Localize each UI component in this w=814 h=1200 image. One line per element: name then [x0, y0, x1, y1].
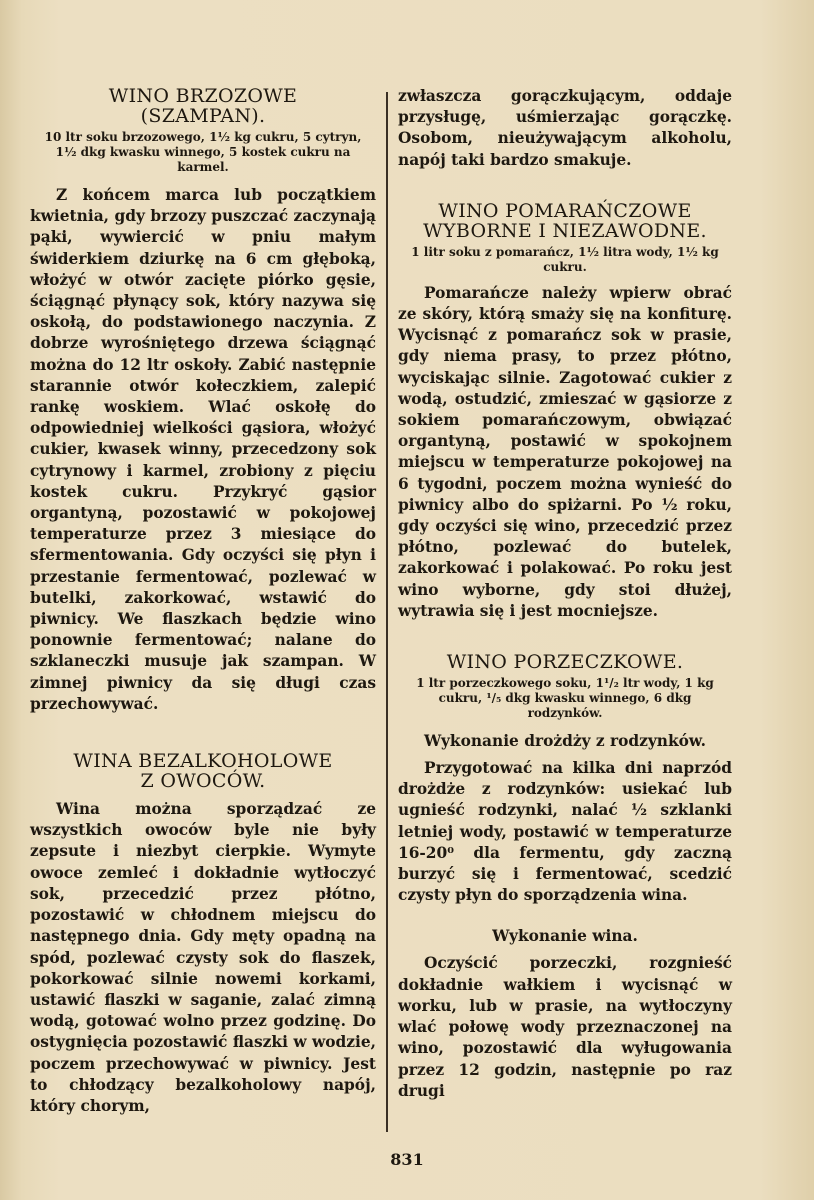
ingredients-wino-brzozowe: 10 ltr soku brzozowego, 1½ kg cukru, 5 cytryn, 1½ dkg kwasku winnego, 5 kostek cukru na karmel.: [44, 130, 362, 174]
paragraph-drozdze: Przygotować na kilka dni naprzód drożdże z rodzynków: usiekać lub ugnieść rodzynki, nalać ½ szklanki letniej wody, postawić w temperaturze 16-20⁰ dla fermentu, gdy zaczną burzyć się i fermentować, scedzić czysty płyn do sporządzenia wina.: [398, 759, 732, 905]
right-column: [398, 86, 732, 1102]
heading-line-1: WINA BEZALKOHOLOWE: [73, 750, 333, 773]
heading-wina-bezalkoholowe: [30, 751, 376, 791]
paragraph-wina-bezalkoholowe: Wina można sporządzać ze wszystkich owoców byle nie były zepsute i niezbyt cierpkie. Wymyte owoce zemleć i dokładnie wytłoczyć sok, przecedzić przez płótno, pozostawić w chłodnem miejscu do następnego dnia. Gdy męty opadną na spód, pozlewać czysty sok do flaszek, pokorkować silnie nowemi korkami, ustawić flaszki w saganie, zalać zimną wodą, gotować wolno przez godzinę. Do ostygnięcia pozostawić flaszki w wodzie, poczem przechowywać w piwnicy. Jest to chłodzący bezalkoholowy napój, który chorym,: [30, 800, 376, 1115]
ingredients-wino-pomaranczowe: 1 litr soku z pomarańcz, 1½ litra wody, 1½ kg cukru.: [411, 244, 719, 274]
paragraph-wino-pomaranczowe: Pomarańcze należy wpierw obrać ze skóry, którą smaży się na konfiturę. Wycisnąć z pomarańcz sok w prasie, gdy niema prasy, to przez płótno, wyciskając silnie. Zagotować cukier z wodą, ostudzić, zmieszać w gąsiorze z sokiem pomarańczowym, obwiązać organtyną, postawić w spokojnem miejscu w temperaturze pokojowej na 6 tygodni, poczem można wynieść do piwnicy albo do spiżarni. Po ½ roku, gdy oczyści się wino, przecedzić przez płótno, pozlewać do butelek, zakorkować i polakować. Po roku jest wino wyborne, gdy stoi dłużej, wytrawia się i jest mocniejsze.: [398, 283, 732, 620]
ingredients-wino-porzeczkowe: 1 ltr porzeczkowego soku, 1¹/₂ ltr wody, 1 kg cukru, ¹/₅ dkg kwasku winnego, 6 dkg rodzynków.: [416, 676, 714, 721]
paragraph-wykonanie-wina: Oczyścić porzeczki, rozgnieść dokładnie wałkiem i wycisnąć w worku, lub w prasie, na wytłoczyny wlać połowę wody przeznaczonej na wino, pozostawić dla wyługowania przez 12 godzin, następnie po raz drugi: [398, 954, 732, 1100]
heading-line-1: WINO POMARAŃCZOWE: [438, 199, 692, 222]
heading-wino-pomaranczowe: [398, 201, 732, 241]
heading-line-2: WYBORNE I NIEZAWODNE.: [423, 219, 707, 242]
paragraph-continuation: zwłaszcza gorączkującym, oddaje przysługę, uśmierzając gorączkę. Osobom, nieużywającym alkoholu, napój taki bardzo smakuje.: [398, 87, 732, 169]
column-divider: [386, 92, 388, 1132]
subheading-drozdze: Wykonanie drożdży z rodzynków.: [424, 732, 706, 751]
heading-line-1: WINO BRZOZOWE: [108, 85, 298, 107]
left-column: [30, 86, 376, 1117]
heading-wino-brzozowe: [30, 86, 376, 126]
heading-wino-porzeczkowe: WINO PORZECZKOWE.: [446, 651, 684, 674]
page-number: 831: [390, 1150, 424, 1169]
heading-line-2: Z OWOCÓW.: [140, 770, 266, 793]
subheading-wykonanie-wina: Wykonanie wina.: [492, 927, 638, 946]
paragraph-wino-brzozowe: Z końcem marca lub początkiem kwietnia, gdy brzozy puszczać zaczynają pąki, wywiercić w pniu małym świderkiem dziurkę na 6 cm głęboką, włożyć w otwór zacięte piórko gęsie, ściągnąć płynący sok, który nazywa się oskołą, do podstawionego naczynia. Z dobrze wyrośniętego drzewa ściągnąć można do 12 ltr oskoły. Zabić następnie starannie otwór kołeczkiem, zalepić rankę woskiem. Wlać oskołę do odpowiedniej wielkości gąsiora, włożyć cukier, kwasek winny, przecedzony sok cytrynowy i karmel, zrobiony z pięciu kostek cukru. Przykryć gąsior organtyną, pozostawić w pokojowej temperaturze przez 3 miesiące do sfermentowania. Gdy oczyści się płyn i przestanie fermentować, pozlewać w butelki, zakorkować, wstawić do piwnicy. We flaszkach będzie wino ponownie fermentować; nalane do szklaneczki musuje jak szampan. W zimnej piwnicy da się długi czas przechowywać.: [30, 186, 376, 713]
heading-line-2: (SZAMPAN).: [140, 105, 266, 127]
